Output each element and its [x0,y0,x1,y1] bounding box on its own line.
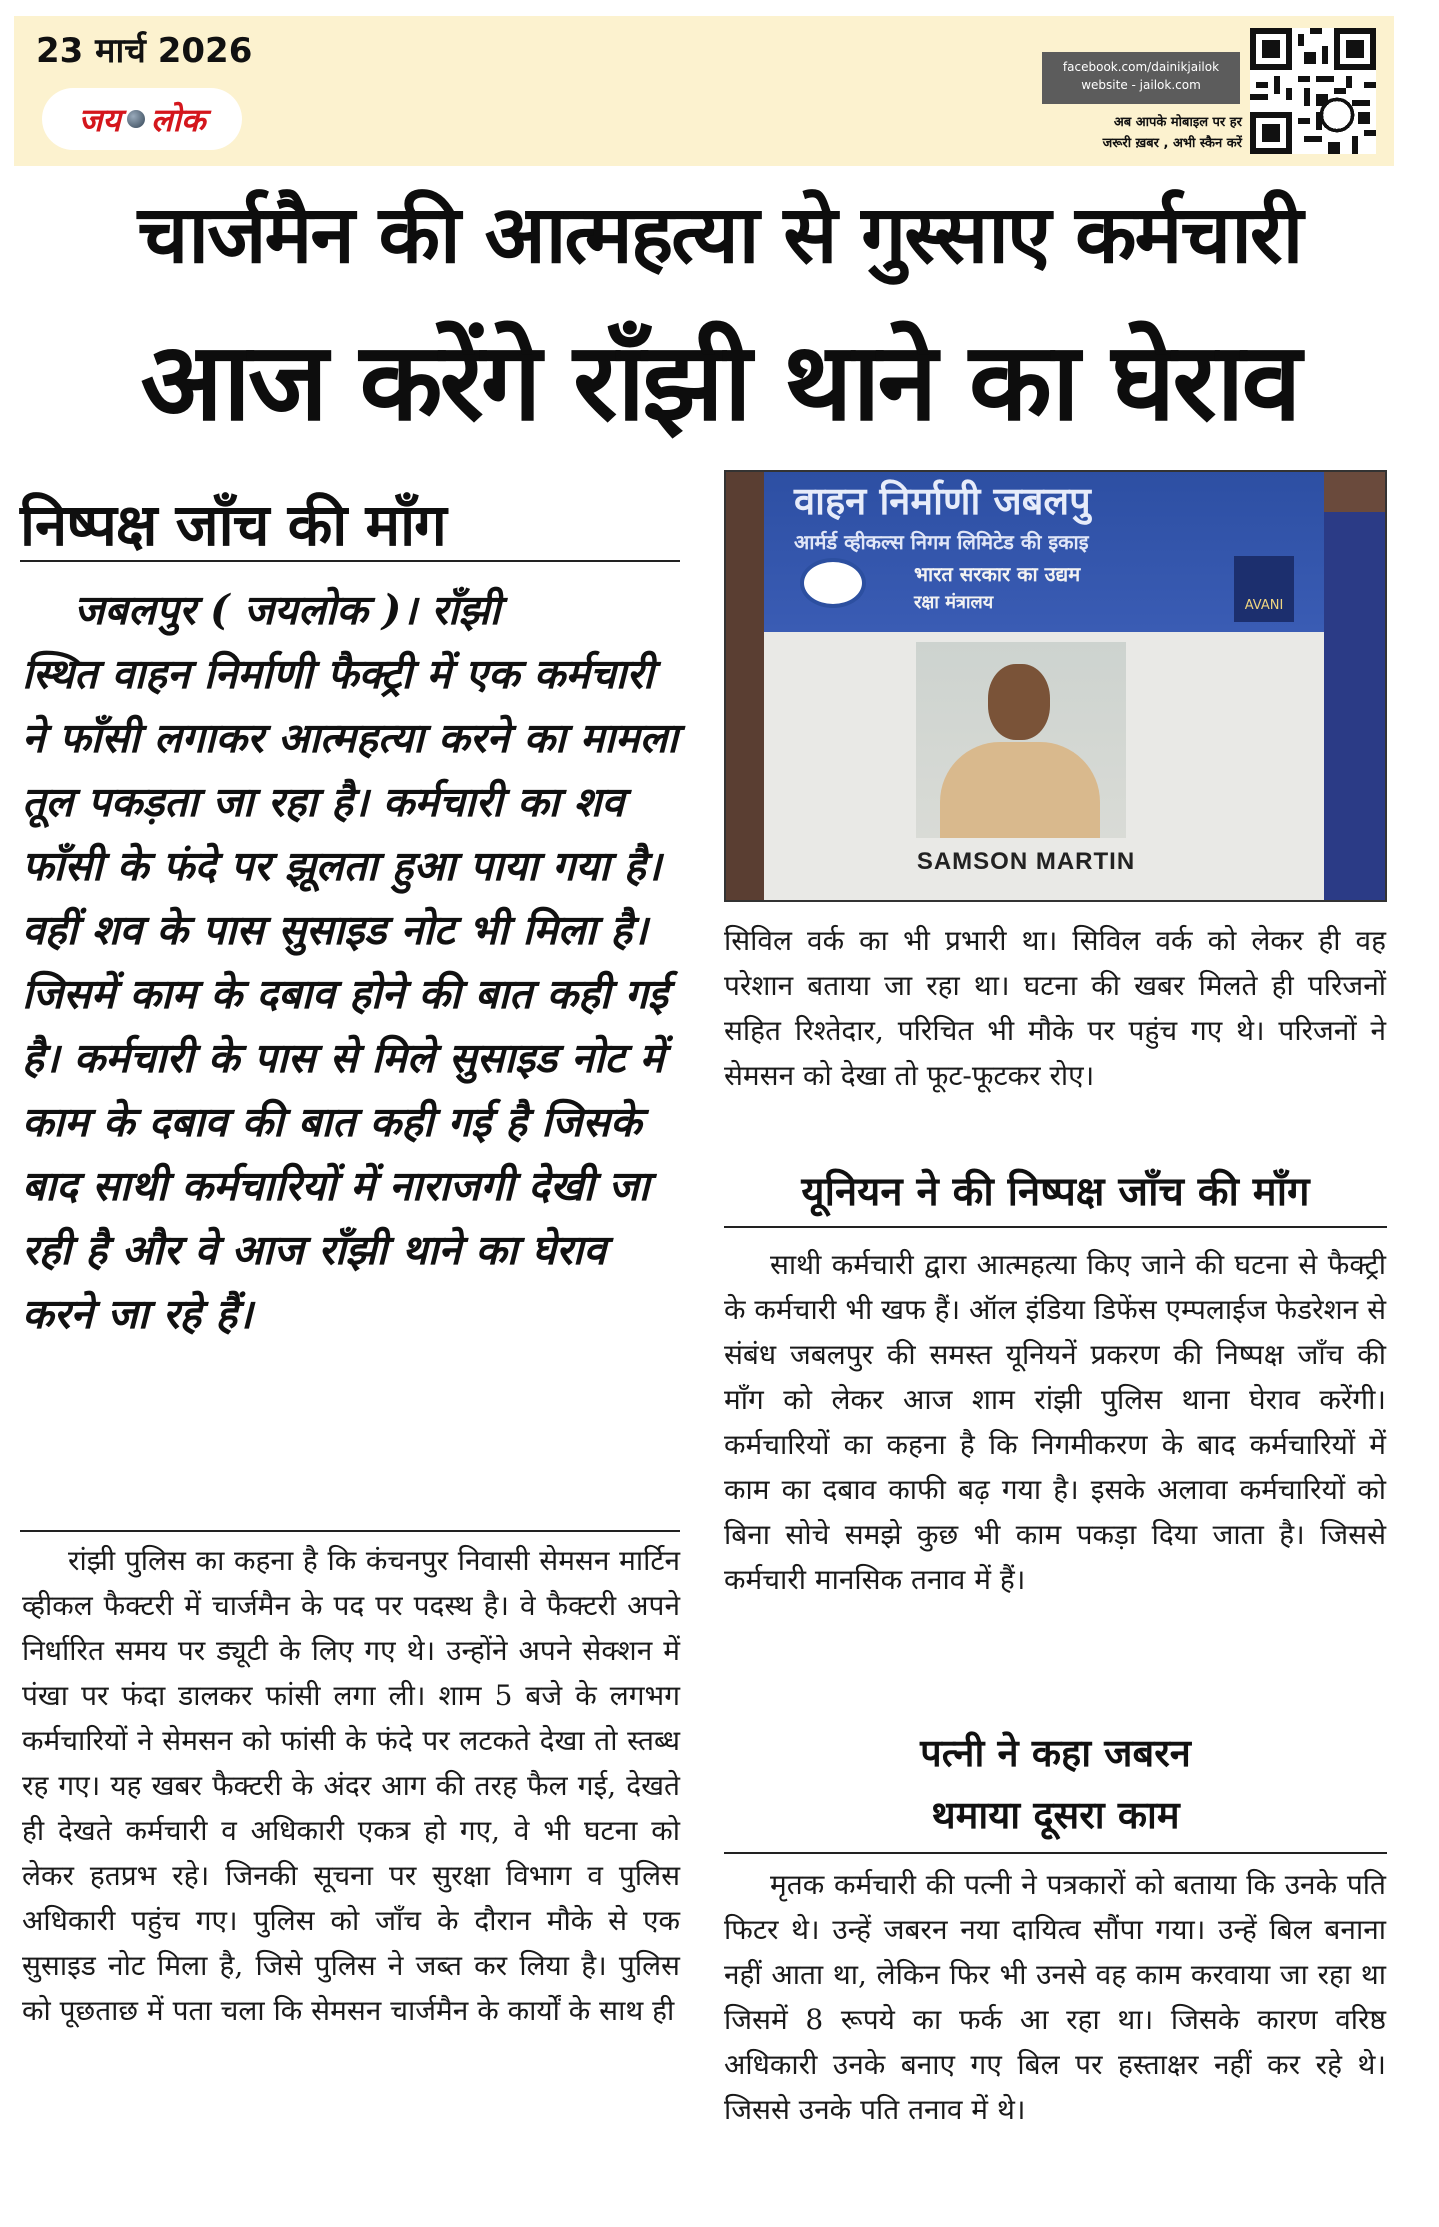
body-right-text-1: सिविल वर्क का भी प्रभारी था। सिविल वर्क को लेकर ही वह परेशान बताया जा रहा था। घटना की खबर मिलते ही परिजनों सहित रिश्तेदार, परिचित भी मौके पर पहुंच गए थे। परिजनों ने सेमसन को देखा तो फूट-फूटकर रोए। [724,924,1386,1092]
portrait-head [988,664,1050,740]
photo-background-left [726,472,764,902]
website-link[interactable]: website - jailok.com [1081,78,1201,92]
avani-emblem-icon: AVANI [1234,556,1294,622]
id-card-header [764,472,1324,632]
wife-text: मृतक कर्मचारी की पत्नी ने पत्रकारों को बताया कि उनके पति फिटर थे। उन्हें जबरन नया दायित्व सौंपा गया। उन्हें बिल बनाना नहीं आता था, लेकिन फिर भी उनसे वह काम करवाया जा रहा था जिसमें 8 रूपये का फर्क आ रहा था। जिसके कारण वरिष्ठ अधिकारी उनके बनाए गए बिल पर हस्ताक्षर नहीं कर रहे थे। जिससे उनके पति तनाव में थे। [724,1868,1386,2126]
photo-background-right [1324,512,1387,902]
card-gov-line: भारत सरकार का उद्यम [914,562,1081,586]
promo-line-1: अब आपके मोबाइल पर हर [1113,115,1242,130]
headline-line-2: आज करेंगे राँझी थाने का घेराव [140,320,1299,445]
lead-paragraph [22,578,682,1346]
scan-promo [1022,112,1242,154]
portrait-torso [940,742,1100,838]
union-heading-rule [724,1226,1387,1228]
promo-line-2: जरूरी ख़बर , अभी स्कैन करें [1102,136,1242,151]
logo-text-left: जय [78,100,121,139]
card-org-sub: आर्मर्ड व्हीकल्स निगम लिमिटेड की इकाइ [794,530,1089,554]
headline-line-1: चार्जमैन की आत्महत्या से गुस्साए कर्मचारी [137,188,1302,281]
photo-caption: SAMSON MARTIN [916,848,1136,875]
wife-heading-line-1: पत्नी ने कहा जबरन [920,1731,1191,1775]
lead-text: स्थित वाहन निर्माणी फैक्ट्री में एक कर्मचारी ने फाँसी लगाकर आत्महत्या करने का मामला तूल पकड़ता जा रहा है। कर्मचारी का शव फाँसी के फंदे पर झूलता हुआ पाया गया है। वहीं शव के पास सुसाइड नोट भी मिला है। जिसमें काम के दबाव होने की बात कही गई है। कर्मचारी के पास से मिले सुसाइड नोट में काम के दबाव की बात कही गई है जिसके बाद साथी कर्मचारियों में नाराजगी देखी जा रही है और वे आज राँझी थाने का घेराव करने जा रहे हैं। [22,650,678,1338]
card-ministry-line: रक्षा मंत्रालय [914,592,994,613]
qr-code-icon[interactable] [1250,28,1376,154]
newspaper-logo [42,88,242,150]
vfj-logo-icon [800,558,866,608]
lead-rule [20,1530,680,1532]
wife-heading-line-2: थमाया दूसरा काम [931,1793,1180,1837]
social-links-box [1042,52,1240,104]
portrait-photo [916,642,1126,838]
globe-icon [127,110,145,128]
subheading-rule [20,560,680,562]
subheading: निष्पक्ष जाँच की माँग [20,491,446,559]
facebook-link[interactable]: facebook.com/dainikjailok [1062,60,1220,74]
union-heading: यूनियन ने की निष्पक्ष जाँच की माँग [801,1169,1310,1215]
body-left-text: रांझी पुलिस का कहना है कि कंचनपुर निवासी सेमसन मार्टिन व्हीकल फैक्टरी में चार्जमैन के पद पर पदस्थ है। वे फैक्टरी अपने निर्धारित समय पर ड्यूटी के लिए गए थे। उन्होंने अपने सेक्शन में पंखा पर फंदा डालकर फांसी लगा ली। शाम 5 बजे के लगभग कर्मचारियों ने सेमसन को फांसी के फंदे पर लटकते देखा तो स्तब्ध रह गए। यह खबर फैक्टरी के अंदर आग की तरह फैल गई, देखते ही देखते कर्मचारी व अधिकारी एकत्र हो गए, वे भी घटना को लेकर हतप्रभ रहे। जिनकी सूचना पर सुरक्षा विभाग व पुलिस अधिकारी पहुंच गए। पुलिस को जाँच के दौरान मौके से एक सुसाइड नोट मिला है, जिसे पुलिस ने जब्त कर लिया है। पुलिस को पूछताछ में पता चला कि सेमसन चार्जमैन के कार्यों के साथ ही [22,1544,680,2027]
logo-text-right: लोक [150,100,206,139]
masthead [14,16,1394,166]
card-org-name: वाहन निर्माणी जबलपु [794,479,1091,523]
wife-heading-rule [724,1852,1387,1854]
issue-date: 23 मार्च 2026 [36,31,253,71]
article-photo [724,470,1387,902]
lead-dateline: जबलपुर ( जयलोक )। राँझी [74,586,501,634]
union-text: साथी कर्मचारी द्वारा आत्महत्या किए जाने की घटना से फैक्ट्री के कर्मचारी भी खफ हैं। ऑल इंडिया डिफेंस एम्पलाईज फेडरेशन से संबंध जबलपुर की समस्त यूनियनें प्रकरण की निष्पक्ष जाँच की माँग को लेकर आज शाम रांझी पुलिस थाना घेराव करेंगी। कर्मचारियों का कहना है कि निगमीकरण के बाद कर्मचारियों में काम का दबाव काफी बढ़ गया है। इसके अलावा कर्मचारियों को बिना सोचे समझे कुछ भी काम पकड़ा दिया जाता है। जिससे कर्मचारी मानसिक तनाव में हैं। [724,1248,1386,1596]
